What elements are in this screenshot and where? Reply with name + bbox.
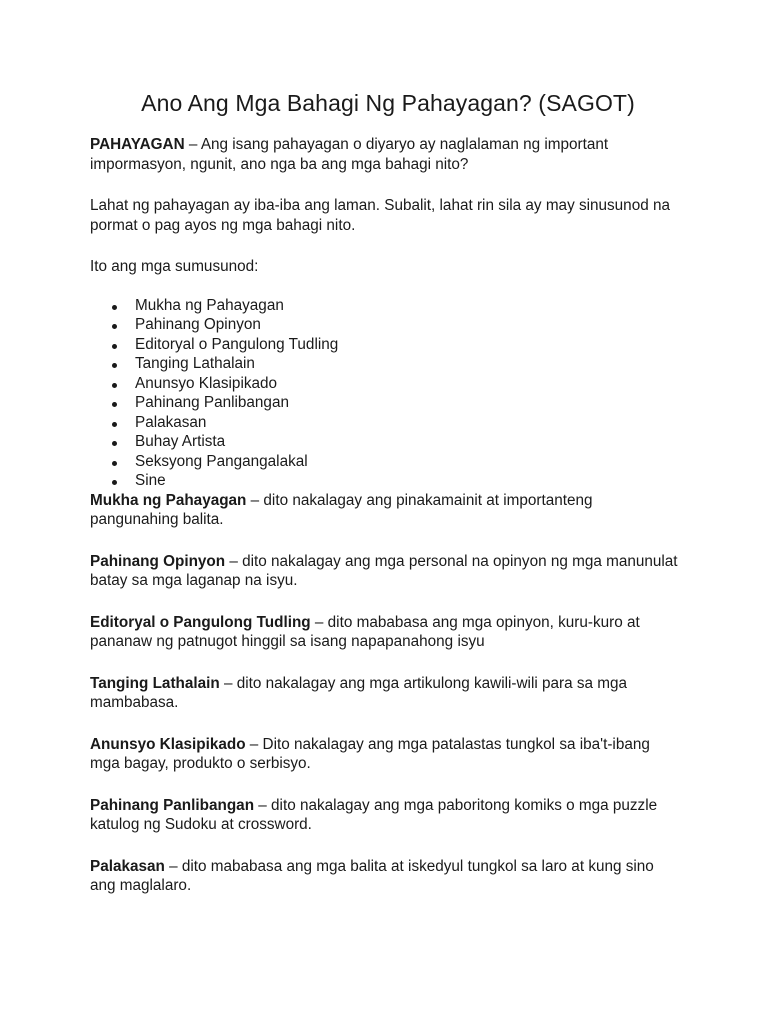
bullet-icon [112, 461, 117, 466]
intro-paragraph [90, 135, 680, 174]
bullet-icon [112, 480, 117, 485]
list-item: Tanging Lathalain [90, 354, 680, 374]
definition-panlibangan: Pahinang Panlibangan – dito nakalagay ang mga paboritong komiks o mga puzzle katulog ng Sudoku at crossword. [90, 796, 658, 833]
list-item: Anunsyo Klasipikado [90, 374, 680, 394]
list-item: Palakasan [90, 413, 680, 433]
paragraph-3: Ito ang mga sumusunod: [90, 258, 259, 275]
bullet-icon [112, 305, 117, 310]
bullet-icon [112, 383, 117, 388]
bullet-icon [112, 344, 117, 349]
document-page [90, 90, 680, 918]
list-item: Seksyong Pangangalakal [90, 452, 680, 472]
bullet-icon [112, 441, 117, 446]
bullet-icon [112, 402, 117, 407]
intro-text: – Ang isang pahayagan o diyaryo ay naglalaman ng important impormasyon, ngunit, ano nga ba ang mga bahagi nito? [90, 136, 609, 173]
definition-lathalain: Tanging Lathalain – dito nakalagay ang mga artikulong kawili-wili para sa mga mambabasa. [90, 674, 628, 711]
bullet-icon [112, 363, 117, 368]
list-item: Pahinang Panlibangan [90, 393, 680, 413]
list-item: Pahinang Opinyon [90, 315, 680, 335]
list-item: Mukha ng Pahayagan [90, 296, 680, 316]
list-item: Editoryal o Pangulong Tudling [90, 335, 680, 355]
bullet-icon [112, 422, 117, 427]
definition-mukha: Mukha ng Pahayagan – dito nakalagay ang pinakamainit at importanteng pangunahing balita. [90, 491, 593, 528]
page-title: Ano Ang Mga Bahagi Ng Pahayagan? (SAGOT) [141, 90, 635, 116]
definition-opinyon: Pahinang Opinyon – dito nakalagay ang mga personal na opinyon ng mga manunulat batay sa mga laganap na isyu. [90, 552, 678, 589]
definition-palakasan: Palakasan – dito mababasa ang mga balita at iskedyul tungkol sa laro at kung sino ang maglalaro. [90, 857, 654, 894]
definition-anunsyo: Anunsyo Klasipikado – Dito nakalagay ang mga patalastas tungkol sa iba't-ibang mga bagay, produkto o serbisyo. [90, 735, 650, 772]
definition-editoryal: Editoryal o Pangulong Tudling – dito mababasa ang mga opinyon, kuru-kuro at pananaw ng patnugot hinggil sa isang napapanahong isyu [90, 613, 640, 650]
paragraph-2: Lahat ng pahayagan ay iba-iba ang laman. Subalit, lahat rin sila ay may sinusunod na pormat o pag ayos ng mga bahagi nito. [90, 197, 670, 234]
intro-term: PAHAYAGAN [90, 136, 185, 153]
bullet-icon [112, 324, 117, 329]
parts-list [90, 296, 680, 491]
list-item: Buhay Artista [90, 432, 680, 452]
list-item: Sine [90, 471, 680, 491]
